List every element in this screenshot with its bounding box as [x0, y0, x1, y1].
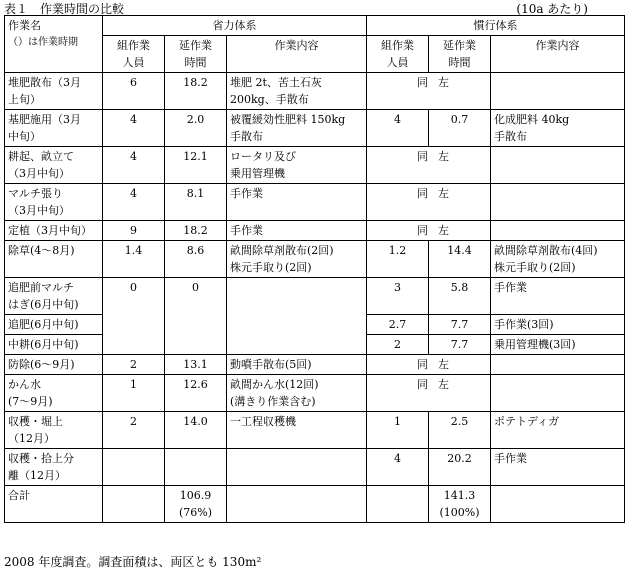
c-content: 乗用管理機(3回)	[491, 335, 625, 355]
header-c-content: 作業内容	[491, 36, 625, 73]
c-hours: 0.7	[429, 110, 491, 147]
header-c-workers: 組作業 人員	[367, 36, 429, 73]
s-workers	[103, 449, 165, 486]
c-hours: 7.7	[429, 335, 491, 355]
c-workers: 1.2	[367, 241, 429, 278]
s-workers: 1.4	[103, 241, 165, 278]
c-same: 同 左	[367, 375, 491, 412]
table-row	[5, 110, 625, 147]
s-content	[227, 278, 367, 355]
header-saving: 省力体系	[103, 16, 367, 36]
row-name: 基肥施用（3月 中旬）	[5, 110, 103, 147]
c-hours: 7.7	[429, 315, 491, 335]
s-workers: 4	[103, 147, 165, 184]
c-same: 同 左	[367, 184, 491, 221]
s-hours: 8.1	[165, 184, 227, 221]
header-conventional: 慣行体系	[367, 16, 625, 36]
total-s-hours: 106.9 (76%)	[165, 486, 227, 523]
s-content: 手作業	[227, 184, 367, 221]
row-name: かん水 (7～9月)	[5, 375, 103, 412]
s-hours: 13.1	[165, 355, 227, 375]
total-c-hours: 141.3 (100%)	[429, 486, 491, 523]
c-workers: 4	[367, 449, 429, 486]
c-content: 化成肥料 40kg 手散布	[491, 110, 625, 147]
c-hours: 5.8	[429, 278, 491, 315]
s-content	[227, 449, 367, 486]
s-hours: 14.0	[165, 412, 227, 449]
c-hours: 2.5	[429, 412, 491, 449]
row-name: 中耕(6月中旬)	[5, 335, 103, 355]
c-workers: 3	[367, 278, 429, 315]
c-content	[491, 221, 625, 241]
s-content: ロータリ及び 乗用管理機	[227, 147, 367, 184]
s-hours: 0	[165, 278, 227, 355]
s-workers: 2	[103, 355, 165, 375]
row-name: 収穫・堀上 （12月）	[5, 412, 103, 449]
row-name: 追肥前マルチ はぎ(6月中旬)	[5, 278, 103, 315]
s-content: 手作業	[227, 221, 367, 241]
row-name: 除草(4～8月)	[5, 241, 103, 278]
c-hours: 14.4	[429, 241, 491, 278]
table-row	[5, 221, 625, 241]
table-note: 2008 年度調査。調査面積は、両区とも 130m²	[4, 555, 262, 569]
s-hours	[165, 449, 227, 486]
s-hours: 12.6	[165, 375, 227, 412]
c-workers: 4	[367, 110, 429, 147]
c-content	[491, 147, 625, 184]
row-name: 定植（3月中旬）	[5, 221, 103, 241]
c-workers: 1	[367, 412, 429, 449]
total-label: 合計	[5, 486, 103, 523]
c-content	[491, 375, 625, 412]
s-content: 畝間除草剤散布(2回) 株元手取り(2回)	[227, 241, 367, 278]
c-content: 手作業	[491, 449, 625, 486]
row-name: 追肥(6月中旬)	[5, 315, 103, 335]
s-content: 堆肥 2t、苦土石灰 200kg、手散布	[227, 73, 367, 110]
s-workers: 4	[103, 184, 165, 221]
s-content: 一工程収穫機	[227, 412, 367, 449]
table-row	[5, 412, 625, 449]
c-same: 同 左	[367, 221, 491, 241]
header-s-hours: 延作業 時間	[165, 36, 227, 73]
s-hours: 18.2	[165, 221, 227, 241]
row-name: 収穫・拾上分 離（12月）	[5, 449, 103, 486]
table-title: 表１ 作業時間の比較	[4, 2, 125, 16]
table-row	[5, 449, 625, 486]
c-same: 同 左	[367, 355, 491, 375]
header-c-hours: 延作業 時間	[429, 36, 491, 73]
c-content	[491, 73, 625, 110]
s-workers: 0	[103, 278, 165, 355]
s-workers: 9	[103, 221, 165, 241]
s-hours: 8.6	[165, 241, 227, 278]
table-caption	[4, 0, 624, 14]
c-content	[491, 355, 625, 375]
s-workers: 6	[103, 73, 165, 110]
table-row	[5, 147, 625, 184]
c-content: 手作業	[491, 278, 625, 315]
c-same: 同 左	[367, 147, 491, 184]
table-row	[5, 278, 625, 315]
s-content: 被覆緩効性肥料 150kg 手散布	[227, 110, 367, 147]
row-name: マルチ張り （3月中旬）	[5, 184, 103, 221]
row-name: 耕起、畝立て （3月中旬）	[5, 147, 103, 184]
work-time-table	[4, 15, 625, 523]
table-row	[5, 241, 625, 278]
header-item: 作業名 （）は作業時期	[5, 16, 103, 73]
row-name: 防除(6～9月)	[5, 355, 103, 375]
s-hours: 2.0	[165, 110, 227, 147]
s-content: 動噴手散布(5回)	[227, 355, 367, 375]
s-content: 畝間かん水(12回) (溝きり作業含む)	[227, 375, 367, 412]
c-hours: 20.2	[429, 449, 491, 486]
c-content: 畝間除草剤散布(4回) 株元手取り(2回)	[491, 241, 625, 278]
s-workers: 4	[103, 110, 165, 147]
table-row	[5, 355, 625, 375]
header-s-workers: 組作業 人員	[103, 36, 165, 73]
table-row	[5, 73, 625, 110]
table-row	[5, 184, 625, 221]
total-row	[5, 486, 625, 523]
c-same: 同 左	[367, 73, 491, 110]
c-workers: 2	[367, 335, 429, 355]
row-name: 堆肥散布（3月 上旬）	[5, 73, 103, 110]
table-row	[5, 375, 625, 412]
s-workers: 2	[103, 412, 165, 449]
s-hours: 18.2	[165, 73, 227, 110]
c-content: 手作業(3回)	[491, 315, 625, 335]
header-s-content: 作業内容	[227, 36, 367, 73]
c-content	[491, 184, 625, 221]
table-unit: (10a あたり)	[516, 2, 588, 16]
s-hours: 12.1	[165, 147, 227, 184]
s-workers: 1	[103, 375, 165, 412]
c-content: ポテトディガ	[491, 412, 625, 449]
c-workers: 2.7	[367, 315, 429, 335]
